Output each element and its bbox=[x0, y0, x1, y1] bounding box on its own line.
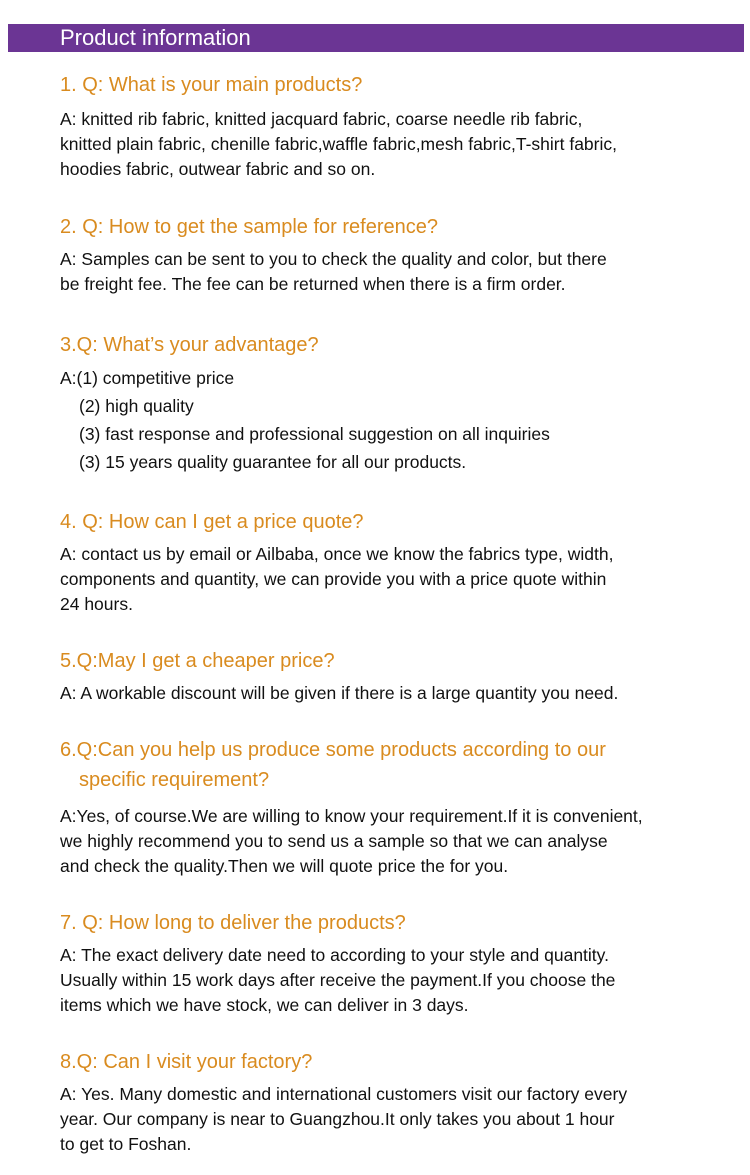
faq-question-line: 3.Q: What’s your advantage? bbox=[60, 334, 319, 356]
faq-question-2 bbox=[60, 212, 438, 242]
faq-question-line: 2. Q: How to get the sample for reference? bbox=[60, 216, 438, 238]
faq-answer-3 bbox=[60, 364, 550, 476]
faq-answer-line: we highly recommend you to send us a sample so that we can analyse bbox=[60, 831, 608, 851]
faq-question-line: 4. Q: How can I get a price quote? bbox=[60, 511, 364, 533]
faq-answer-line: Usually within 15 work days after receive the payment.If you choose the bbox=[60, 970, 616, 990]
faq-answer-5 bbox=[60, 681, 618, 706]
faq-answer-line: A:(1) competitive price bbox=[60, 368, 235, 388]
faq-answer-line: and check the quality.Then we will quote price the for you. bbox=[60, 856, 509, 876]
faq-question-5 bbox=[60, 646, 335, 676]
faq-question-1 bbox=[60, 70, 362, 100]
faq-answer-4 bbox=[60, 542, 613, 617]
faq-answer-line: A: contact us by email or Ailbaba, once we know the fabrics type, width, bbox=[60, 544, 614, 564]
faq-question-line: specific requirement? bbox=[79, 769, 270, 791]
faq-answer-1 bbox=[60, 107, 617, 182]
faq-answer-line: A: knitted rib fabric, knitted jacquard fabric, coarse needle rib fabric, bbox=[60, 109, 583, 129]
faq-answer-line: A: The exact delivery date need to according to your style and quantity. bbox=[60, 945, 609, 965]
faq-answer-line: A: A workable discount will be given if there is a large quantity you need. bbox=[60, 683, 619, 703]
faq-answer-line: 24 hours. bbox=[60, 594, 133, 614]
faq-answer-line: A:Yes, of course.We are willing to know your requirement.If it is convenient, bbox=[60, 806, 643, 826]
faq-answer-line: (3) 15 years quality guarantee for all our products. bbox=[79, 452, 467, 472]
faq-answer-line: (2) high quality bbox=[79, 396, 194, 416]
section-title: Product information bbox=[60, 25, 251, 50]
faq-answer-line: year. Our company is near to Guangzhou.It only takes you about 1 hour bbox=[60, 1109, 615, 1129]
faq-question-7 bbox=[60, 908, 406, 938]
faq-answer-line: knitted plain fabric, chenille fabric,waffle fabric,mesh fabric,T-shirt fabric, bbox=[60, 134, 617, 154]
faq-answer-line: be freight fee. The fee can be returned when there is a firm order. bbox=[60, 274, 566, 294]
faq-question-line: 7. Q: How long to deliver the products? bbox=[60, 912, 406, 934]
faq-question-4 bbox=[60, 507, 364, 537]
faq-answer-line: A: Yes. Many domestic and international customers visit our factory every bbox=[60, 1084, 628, 1104]
faq-answer-line: items which we have stock, we can deliver in 3 days. bbox=[60, 995, 469, 1015]
faq-question-line: 5.Q:May I get a cheaper price? bbox=[60, 650, 335, 672]
faq-question-8 bbox=[60, 1047, 312, 1077]
faq-answer-line: components and quantity, we can provide you with a price quote within bbox=[60, 569, 607, 589]
faq-answer-line: hoodies fabric, outwear fabric and so on. bbox=[60, 159, 376, 179]
faq-answer-line: to get to Foshan. bbox=[60, 1134, 192, 1154]
faq-answer-7 bbox=[60, 943, 615, 1018]
faq-answer-8 bbox=[60, 1082, 627, 1157]
faq-question-3 bbox=[60, 330, 319, 360]
section-header-bar bbox=[8, 24, 744, 52]
faq-question-line: 8.Q: Can I visit your factory? bbox=[60, 1051, 313, 1073]
faq-question-line: 1. Q: What is your main products? bbox=[60, 74, 363, 96]
faq-answer-line: A: Samples can be sent to you to check the quality and color, but there bbox=[60, 249, 607, 269]
faq-question-6 bbox=[60, 735, 606, 795]
faq-question-line: 6.Q:Can you help us produce some products according to our bbox=[60, 739, 606, 761]
faq-answer-6 bbox=[60, 804, 643, 879]
faq-answer-2 bbox=[60, 247, 607, 297]
faq-answer-line: (3) fast response and professional suggestion on all inquiries bbox=[79, 424, 550, 444]
